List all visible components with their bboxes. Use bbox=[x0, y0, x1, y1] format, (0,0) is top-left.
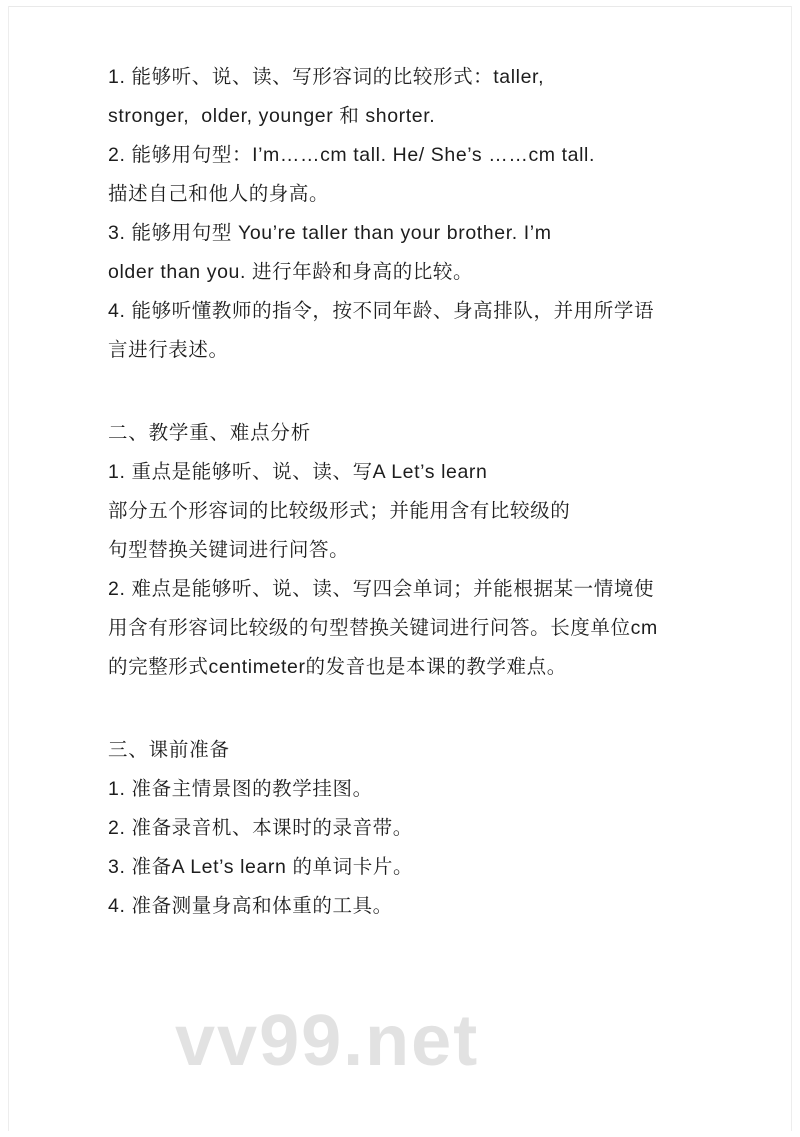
paragraph-line: 3. 能够用句型 You’re taller than your brother. I’m bbox=[108, 222, 552, 244]
paragraph-line: 3. 准备A Let’s learn 的单词卡片。 bbox=[108, 856, 414, 878]
paragraph-line: 4. 准备测量身高和体重的工具。 bbox=[108, 895, 393, 917]
paragraph-line: 1. 重点是能够听、说、读、写A Let’s learn bbox=[108, 461, 488, 483]
paragraph-line: 2. 准备录音机、本课时的录音带。 bbox=[108, 817, 413, 839]
paragraph-line: 描述自己和他人的身高。 bbox=[108, 183, 330, 205]
paragraph-line: 2. 能够用句型：I’m……cm tall. He/ She’s ……cm tall. bbox=[108, 144, 596, 166]
page-border-right bbox=[791, 6, 792, 1131]
page-border-left bbox=[8, 6, 9, 1131]
paragraph-line: stronger, older, younger 和 shorter. bbox=[108, 105, 436, 127]
section-heading-three: 三、课前准备 bbox=[108, 739, 230, 761]
document-body bbox=[108, 58, 708, 926]
paragraph-line: 言进行表述。 bbox=[108, 339, 229, 361]
section-spacer bbox=[108, 370, 708, 414]
paragraph-line: 用含有形容词比较级的句型替换关键词进行问答。长度单位cm bbox=[108, 617, 658, 639]
paragraph-line: 句型替换关键词进行问答。 bbox=[108, 539, 350, 561]
paragraph-line: 部分五个形容词的比较级形式；并能用含有比较级的 bbox=[108, 500, 571, 522]
section-heading-two: 二、教学重、难点分析 bbox=[108, 422, 312, 444]
paragraph-line: 1. 准备主情景图的教学挂图。 bbox=[108, 778, 373, 800]
paragraph-line: 4. 能够听懂教师的指令，按不同年龄、身高排队，并用所学语 bbox=[108, 300, 655, 322]
page-border-top bbox=[8, 6, 792, 7]
section-spacer bbox=[108, 687, 708, 731]
paragraph-line: 1. 能够听、说、读、写形容词的比较形式：taller, bbox=[108, 66, 545, 88]
paragraph-line: 的完整形式centimeter的发音也是本课的教学难点。 bbox=[108, 656, 567, 678]
paragraph-line: 2. 难点是能够听、说、读、写四会单词；并能根据某一情境使 bbox=[108, 578, 655, 600]
watermark: vv99.net bbox=[175, 1001, 480, 1081]
paragraph-line: older than you. 进行年龄和身高的比较。 bbox=[108, 261, 474, 283]
